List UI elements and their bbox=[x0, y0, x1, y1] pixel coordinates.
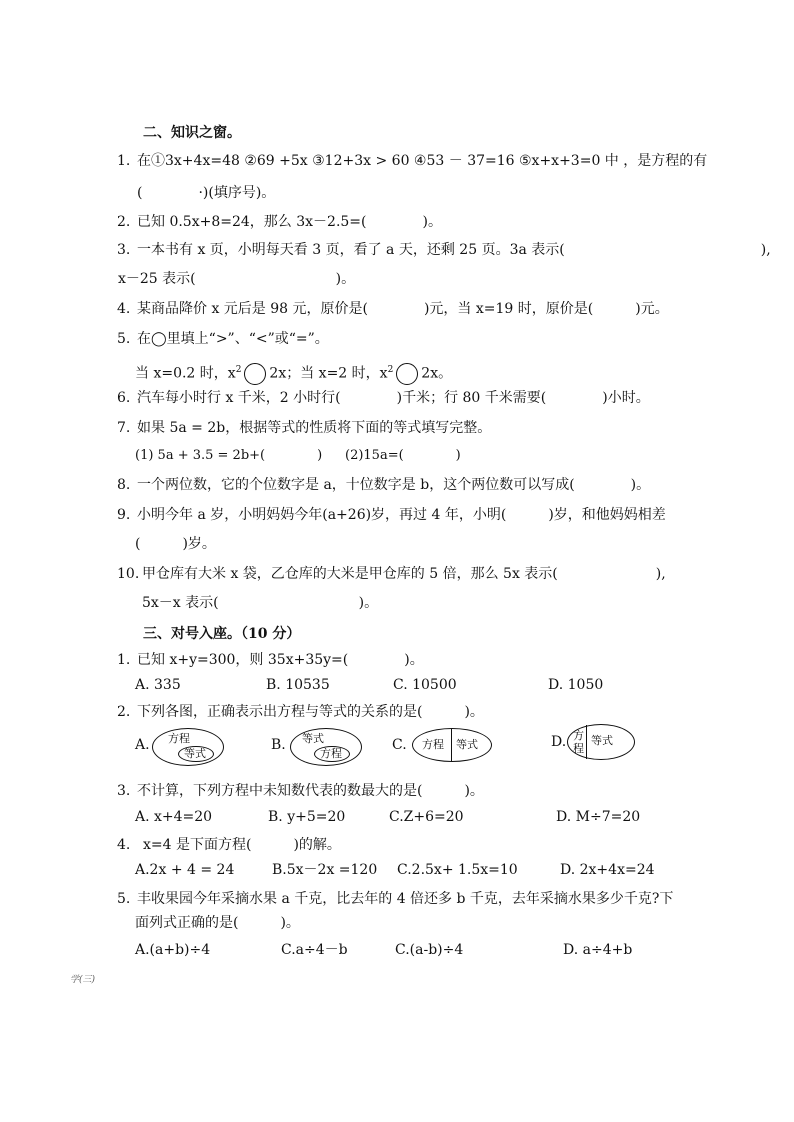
question-text: 丰收果园今年采摘水果 a 千克，比去年的 4 倍还多 b 千克，去年采摘水果多少千克?下 bbox=[137, 891, 674, 907]
option-a[interactable]: A. 335 bbox=[135, 677, 181, 693]
s2-q9-line2: ( )岁。 bbox=[135, 536, 216, 552]
s2-q2 bbox=[117, 213, 442, 231]
s2-q1-line1 bbox=[117, 152, 707, 170]
diagram-b[interactable] bbox=[290, 728, 362, 766]
fangcheng-label: 方程 bbox=[168, 732, 190, 745]
option-d[interactable]: D. 2x+4x=24 bbox=[560, 862, 655, 878]
s2-q5-line1 bbox=[117, 330, 329, 348]
s2-q3-line1 bbox=[117, 241, 771, 259]
page-footer-mark: 学(三) bbox=[70, 975, 96, 985]
s3-q3 bbox=[117, 782, 484, 800]
diagram-a-label[interactable]: A. bbox=[135, 737, 150, 753]
cheng-label: 程 bbox=[573, 742, 584, 755]
s2-q8 bbox=[117, 476, 650, 494]
diagram-c-label[interactable]: C. bbox=[392, 737, 407, 753]
question-number: 7. bbox=[117, 420, 131, 436]
option-c[interactable]: C.Z+6=20 bbox=[389, 809, 464, 825]
option-a[interactable]: A. x+4=20 bbox=[135, 809, 213, 825]
compare-circle-blank[interactable] bbox=[244, 363, 266, 385]
s3-q2 bbox=[117, 703, 484, 721]
s2-q10-line2: 5x－x 表示( )。 bbox=[142, 595, 379, 611]
question-number: 3. bbox=[117, 242, 131, 258]
option-c[interactable]: C. 10500 bbox=[393, 677, 457, 693]
question-text: 在①3x+4x=48 ②69 +5x ③12+3x > 60 ④53 － 37=16 ⑤x+x+3=0 中 ，是方程的有 bbox=[137, 153, 708, 169]
s2-q9-line1 bbox=[117, 506, 666, 524]
section3-title: 三、对号入座。（10 分） bbox=[143, 626, 301, 642]
s3-q3-options bbox=[0, 808, 794, 826]
s2-q5-line2: 当 x=0.2 时，$x^2$ 2x；当 x=2 时，$x^2$ 2x。 bbox=[135, 359, 452, 385]
question-text: 如果 5a = 2b，根据等式的性质将下面的等式填写完整。 bbox=[137, 420, 492, 436]
s2-q10-line1 bbox=[117, 565, 666, 583]
question-text: 下列各图，正确表示出方程与等式的关系的是( )。 bbox=[137, 704, 484, 720]
section2-title: 二、知识之窗。 bbox=[143, 125, 241, 141]
question-text: 一本书有 x 页，小明每天看 3 页，看了 a 天，还剩 25 页。3a 表示( ), bbox=[137, 242, 771, 258]
option-c[interactable]: C.2.5x+ 1.5x=10 bbox=[397, 862, 518, 878]
question-text: 一个两位数，它的个位数字是 a，十位数字是 b，这个两位数可以写成( )。 bbox=[137, 477, 651, 493]
option-d[interactable]: D. 1050 bbox=[548, 677, 604, 693]
s3-q1-options bbox=[0, 676, 794, 694]
dengshi-label: 等式 bbox=[591, 734, 613, 747]
question-number: 5. bbox=[117, 331, 131, 347]
option-b[interactable]: B.5x－2x =120 bbox=[272, 862, 378, 878]
s2-q1-line2: ( ·)(填序号)。 bbox=[137, 185, 276, 201]
dengshi-label: 等式 bbox=[302, 732, 324, 745]
divider-line bbox=[451, 729, 452, 761]
option-a[interactable]: A.2x + 4 = 24 bbox=[135, 862, 235, 878]
divider-line bbox=[586, 725, 587, 759]
question-number: 2. bbox=[117, 214, 131, 230]
compare-circle-blank[interactable] bbox=[396, 363, 418, 385]
question-text: 已知 0.5x+8=24，那么 3x－2.5=( )。 bbox=[137, 214, 442, 230]
option-a[interactable]: A.(a+b)÷4 bbox=[135, 942, 211, 958]
s3-q1 bbox=[117, 651, 424, 669]
s2-q6 bbox=[117, 389, 650, 407]
question-text: x=4 是下面方程( )的解。 bbox=[143, 837, 341, 853]
fang-label: 方 bbox=[573, 729, 584, 742]
option-b[interactable]: B. 10535 bbox=[266, 677, 330, 693]
question-number: 9. bbox=[117, 507, 131, 523]
s3-q5-options bbox=[0, 941, 794, 959]
option-d[interactable]: D. M÷7=20 bbox=[556, 809, 641, 825]
s2-q7-part2: (2)15a=( ) bbox=[345, 448, 461, 463]
s2-q7-line1 bbox=[117, 419, 491, 437]
option-d[interactable]: D. a÷4+b bbox=[563, 942, 633, 958]
s3-q4 bbox=[117, 836, 341, 854]
question-text: 某商品降价 x 元后是 98 元，原价是( )元，当 x=19 时，原价是( )元。 bbox=[137, 301, 669, 317]
question-text: 甲仓库有大米 x 袋，乙仓库的大米是甲仓库的 5 倍，那么 5x 表示( ), bbox=[142, 566, 666, 582]
question-text: 已知 x+y=300，则 35x+35y=( )。 bbox=[137, 652, 424, 668]
question-text: 不计算，下列方程中未知数代表的数最大的是( )。 bbox=[137, 783, 484, 799]
fangcheng-label: 方程 bbox=[422, 738, 444, 751]
question-number: 2. bbox=[117, 704, 131, 720]
question-number: 4. bbox=[117, 301, 131, 317]
question-number: 1. bbox=[117, 153, 131, 169]
diagram-d-label[interactable]: D. bbox=[551, 734, 567, 750]
question-text: 小明今年 a 岁，小明妈妈今年(a+26)岁，再过 4 年，小明( )岁，和他妈妈相差 bbox=[137, 507, 666, 523]
option-b[interactable]: B. y+5=20 bbox=[268, 809, 346, 825]
diagram-c[interactable] bbox=[412, 728, 492, 762]
question-number: 8. bbox=[117, 477, 131, 493]
diagram-a[interactable] bbox=[152, 728, 224, 766]
diagram-b-label[interactable]: B. bbox=[271, 737, 286, 753]
s3-q5-line1 bbox=[117, 890, 673, 908]
s3-q4-options bbox=[0, 861, 794, 879]
dengshi-label: 等式 bbox=[184, 747, 206, 760]
s2-q7-part1: (1) 5a + 3.5 = 2b+( ) bbox=[135, 448, 323, 463]
question-number: 6. bbox=[117, 390, 131, 406]
option-c[interactable]: C.(a-b)÷4 bbox=[395, 942, 464, 958]
diagram-d[interactable] bbox=[567, 724, 635, 760]
s2-q3-line2: x－25 表示( )。 bbox=[118, 271, 356, 287]
question-number: 3. bbox=[117, 783, 131, 799]
question-text: 在◯里填上“>”、“<”或“=”。 bbox=[137, 331, 329, 347]
dengshi-label: 等式 bbox=[456, 738, 478, 751]
question-number: 1. bbox=[117, 652, 131, 668]
question-text: 汽车每小时行 x 千米，2 小时行( )千米；行 80 千米需要( )小时。 bbox=[137, 390, 650, 406]
question-number: 4. bbox=[117, 837, 131, 853]
s2-q4 bbox=[117, 300, 669, 318]
option-b[interactable]: C.a÷4－b bbox=[281, 942, 348, 958]
fangcheng-label: 方程 bbox=[320, 747, 342, 760]
question-number: 10. bbox=[117, 566, 140, 582]
question-number: 5. bbox=[117, 891, 131, 907]
s3-q5-line2: 面列式正确的是( )。 bbox=[135, 915, 300, 931]
